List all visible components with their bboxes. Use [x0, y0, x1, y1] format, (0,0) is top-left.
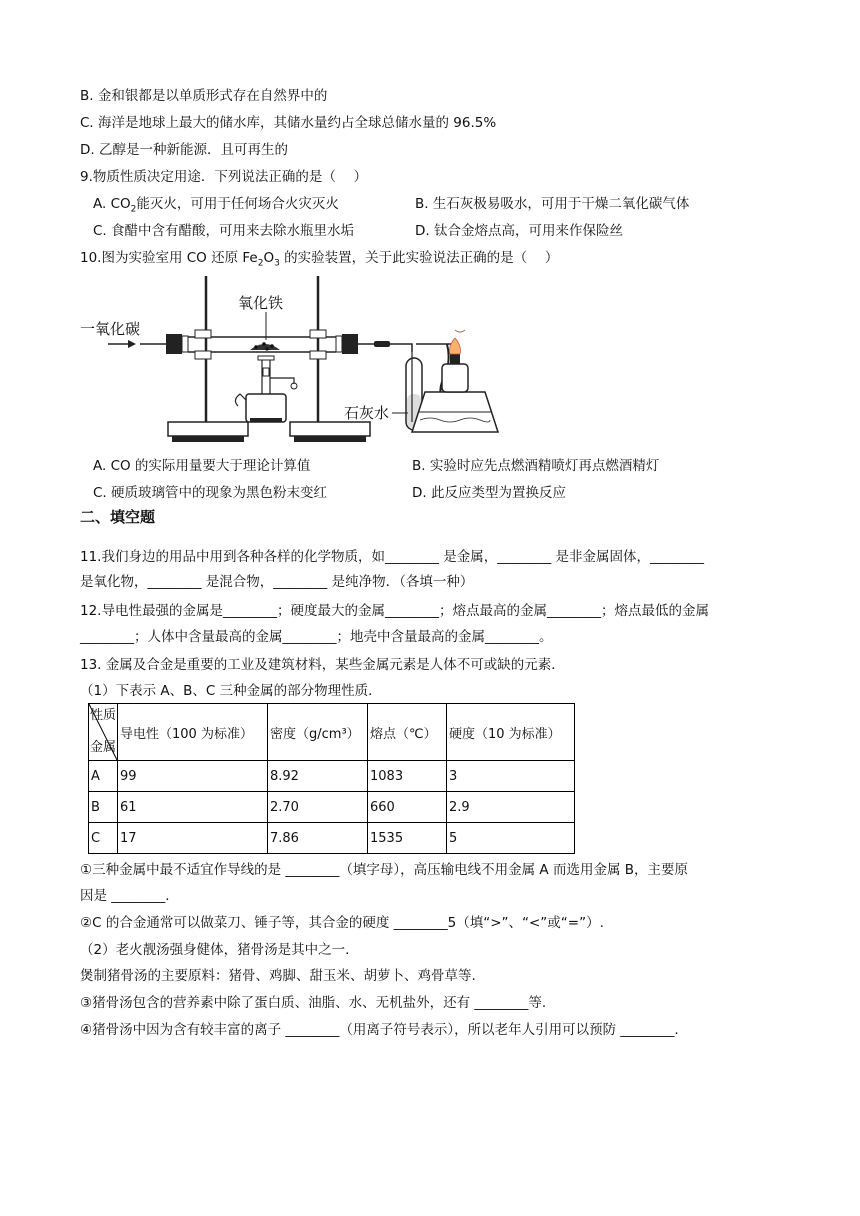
table-cell: 17 — [118, 823, 268, 854]
q9-option-a: A. $CO_2$能灭火，可用于任何场合火灾灭火 — [93, 196, 339, 215]
table-cell: 61 — [118, 792, 268, 823]
q13-subq1-line2: 因是 ________. — [80, 888, 170, 904]
corner-property-label: 性质 — [89, 708, 116, 723]
table-row — [89, 792, 575, 823]
q8-option-d: D. 乙醇是一种新能源．且可再生的 — [80, 142, 288, 158]
label-carbon-monoxide: 一氧化碳 — [80, 320, 141, 338]
table-header: 熔点（℃） — [368, 704, 447, 761]
q13-ingredients: 煲制猪骨汤的主要原料：猪骨、鸡脚、甜玉米、胡萝卜、鸡骨草等. — [80, 968, 476, 984]
q10-option-a: A. CO 的实际用量要大于理论计算值 — [93, 458, 311, 474]
corner-metal-label: 金属 — [90, 740, 117, 755]
q13-subq1-line1: ①三种金属中最不适宜作导线的是 ________（填字母），高压输电线不用金属 A 而选用金属 B，主要原 — [80, 862, 689, 878]
q12-line1: 12.导电性最强的金属是________；硬度最大的金属________；熔点最高的金属________；熔点最低的金属 — [80, 603, 709, 619]
table-header: 导电性（100 为标准） — [118, 704, 268, 761]
table-cell: 2.70 — [268, 792, 368, 823]
q9-option-c: C. 食醋中含有醋酸，可用来去除水瓶里水垢 — [93, 223, 355, 239]
table-row — [89, 823, 575, 854]
table-corner-cell — [89, 704, 118, 761]
q9-option-b: B. 生石灰极易吸水，可用于干燥二氧化碳气体 — [415, 196, 690, 212]
q13-part1: （1）下表示 A、B、C 三种金属的部分物理性质． — [80, 683, 382, 699]
q10-option-b: B. 实验时应先点燃酒精喷灯再点燃酒精灯 — [412, 458, 660, 474]
table-cell: C — [89, 823, 118, 854]
table-cell: 7.86 — [268, 823, 368, 854]
q8-option-b: B. 金和银都是以单质形式存在自然界中的 — [80, 88, 328, 104]
co-reduction-apparatus-diagram — [80, 272, 510, 450]
table-cell: 2.9 — [447, 792, 575, 823]
q13-stem: 13. 金属及合金是重要的工业及建筑材料，某些金属元素是人体不可或缺的元素． — [80, 657, 565, 673]
label-limewater: 石灰水 — [344, 404, 390, 422]
q9-stem: 9.物质性质决定用途．下列说法正确的是（ ） — [80, 169, 368, 185]
q12-line2: ________；人体中含量最高的金属________；地壳中含量最高的金属________。 — [80, 629, 553, 645]
q13-subq4: ④猪骨汤中因为含有较丰富的离子 ________（用离子符号表示），所以老年人引用可以预防 ________. — [80, 1022, 679, 1038]
q10-option-c: C. 硬质玻璃管中的现象为黑色粉末变红 — [93, 485, 328, 501]
table-header: 密度（g/cm³） — [268, 704, 368, 761]
q13-subq2: ②C 的合金通常可以做菜刀、锤子等，其合金的硬度 ________5（填“>”、“<”或“=”）. — [80, 915, 604, 931]
q11-line2: 是氧化物，________ 是混合物，________ 是纯净物．（各填一种） — [80, 574, 474, 590]
q10-option-d: D. 此反应类型为置换反应 — [412, 485, 566, 501]
table-cell: 3 — [447, 761, 575, 792]
label-iron-oxide: 氧化铁 — [238, 294, 284, 312]
table-cell: 1535 — [368, 823, 447, 854]
table-cell: 99 — [118, 761, 268, 792]
q13-subq3: ③猪骨汤包含的营养素中除了蛋白质、油脂、水、无机盐外，还有 ________等. — [80, 995, 547, 1011]
q9-option-d: D. 钛合金熔点高，可用来作保险丝 — [415, 223, 623, 239]
metal-properties-table — [88, 703, 575, 854]
q8-option-c: C. 海洋是地球上最大的储水库，其储水量约占全球总储水量的 96.5% — [80, 115, 497, 131]
q10-stem: 10.图为实验室用 CO 还原 $Fe_2O_3$ 的实验装置，关于此实验说法正确的是（ ） — [80, 250, 559, 269]
table-header: 硬度（10 为标准） — [447, 704, 575, 761]
table-cell: 8.92 — [268, 761, 368, 792]
table-cell: B — [89, 792, 118, 823]
table-cell: 660 — [368, 792, 447, 823]
section-heading: 二、填空题 — [80, 508, 156, 526]
table-row — [89, 761, 575, 792]
q13-part2: （2）老火靓汤强身健体，猪骨汤是其中之一. — [80, 942, 350, 958]
q11-line1: 11.我们身边的用品中用到各种各样的化学物质，如________ 是金属，________ 是非金属固体，________ — [80, 549, 705, 565]
table-cell: A — [89, 761, 118, 792]
table-cell: 1083 — [368, 761, 447, 792]
table-cell: 5 — [447, 823, 575, 854]
